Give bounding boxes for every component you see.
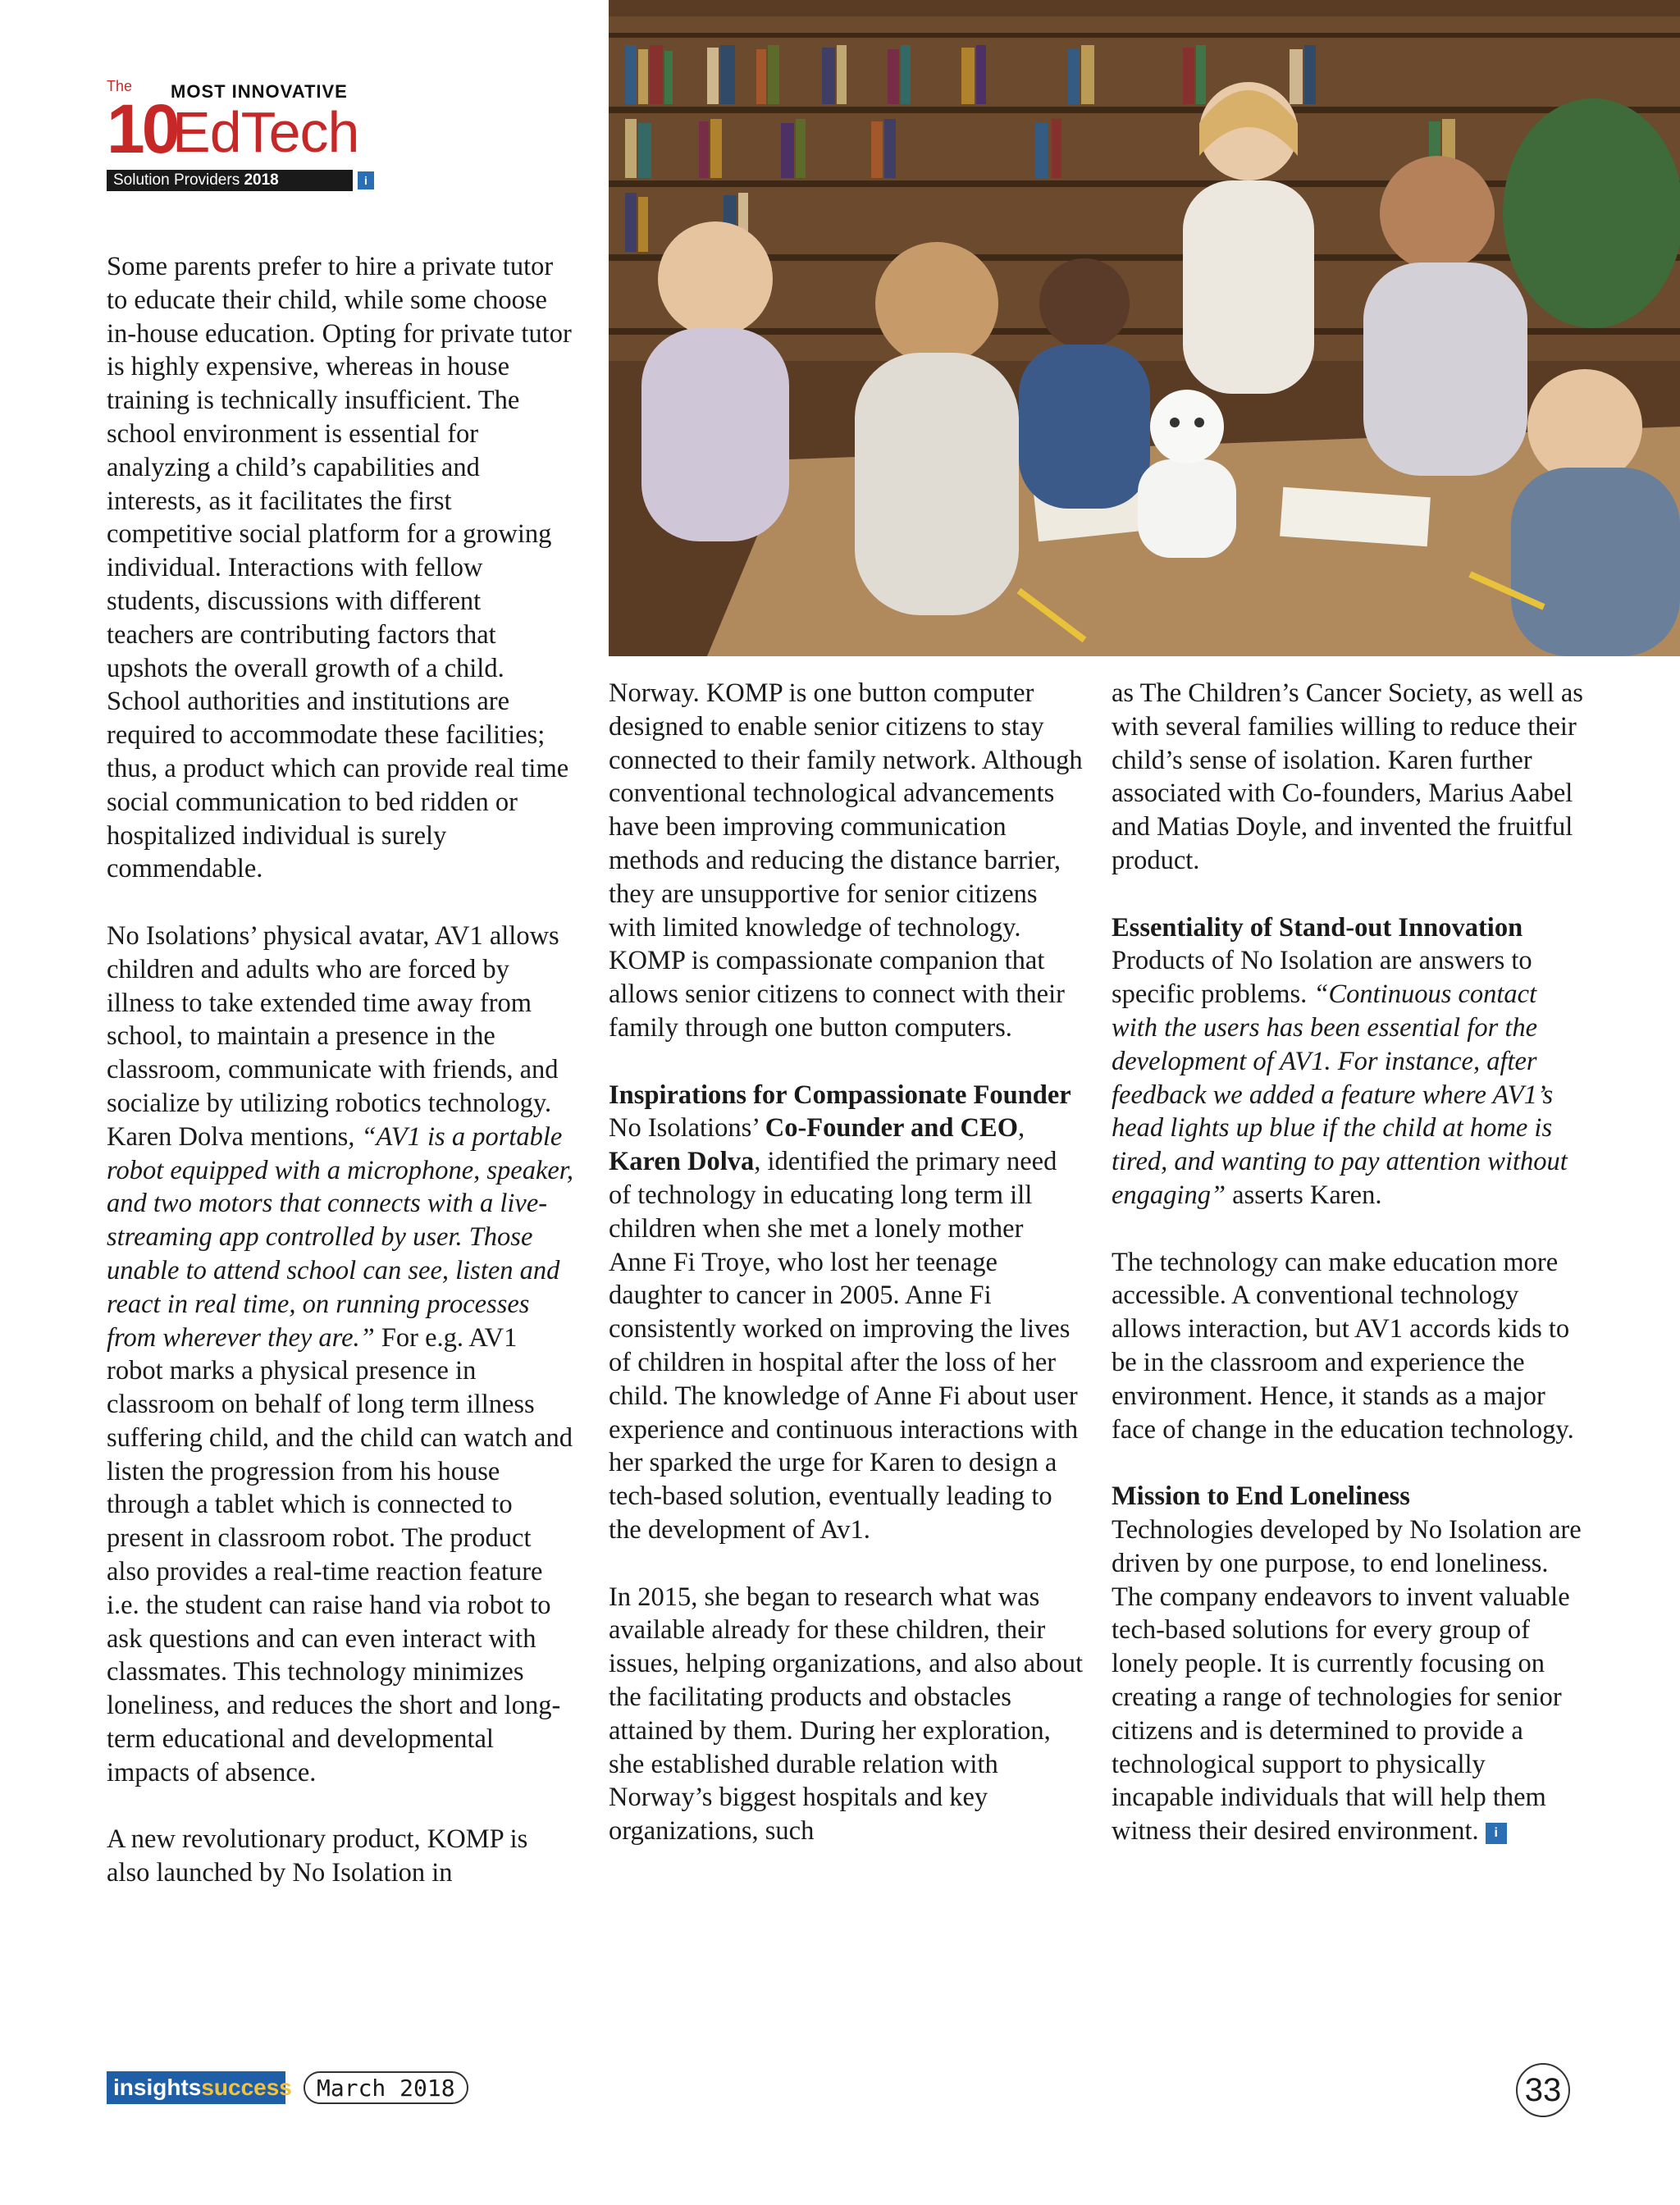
logo-most-innovative: MOST INNOVATIVE	[171, 81, 348, 102]
karen-quote: “AV1 is a portable robot equipped with a microphone, speaker, and two motors that connects with a live-streaming app controlled by user. Those unable to attend school can see, listen and react in real time, on running processes from wherever they are.”	[107, 1121, 573, 1353]
article-paragraph: Some parents prefer to hire a private tutor to educate their child, while some choose in-house education. Opting for private tutor is highly expensive, whereas in house training is technically insufficient. The school environment is essential for analyzing a child’s capabilities and interests, as it facilitates the first competitive social platform for a growing individual. Interactions with fellow students, discussions with different teachers are contributing factors that upshots the overall growth of a child. School authorities and institutions are required to accommodate these facilities; thus, a product which can provide real time social communication to bed ridden or hospitalized individual is surely commendable.	[107, 252, 572, 884]
paragraph-text: No Isolations’	[609, 1113, 765, 1144]
logo-year: 2018	[244, 171, 279, 189]
publisher-logo	[107, 2071, 292, 2104]
av1-robot	[1138, 390, 1236, 558]
article-paragraph: In 2015, she began to research what was available already for these children, their issues, helping organizations, and also about the facilitating products and obstacles attained by them. During her exploration, she established durable relation with Norway’s biggest hospitals and key organizations, such	[609, 1582, 1083, 1847]
section-heading-inspiration: Inspirations for Compassionate Founder	[609, 1080, 1071, 1110]
classroom-photo	[609, 0, 1680, 656]
logo-brand-mark: i	[358, 171, 374, 189]
paragraph-text: Products of No Isolation are answers to specific problems.	[1112, 946, 1532, 1010]
paragraph-text: Technologies developed by No Isolation are driven by one purpose, to end loneliness. The company endeavors to invent valuable tech-based solutions for every group of lonely people. It is currently focusing on creating a range of technologies for senior citizens and is determined to provide a technological support to physically incapable individuals that will help them witness their desired environment.	[1112, 1514, 1582, 1847]
karen-quote: “Continuous contact with the users has been essential for the development of AV1. For instance, after feedback we added a feature where AV1’s head lights up blue if the child at home is tired, and wanting to pay attention without engaging”	[1112, 979, 1568, 1210]
paragraph-text: , identified the primary need of technology in educating long term ill children when she met a lonely mother Anne Fi Troye, who lost her teenage daughter to cancer in 2005. Anne Fi consistently worked on improving the lives of children in hospital after the loss of her child. The knowledge of Anne Fi about user experience and continuous interactions with her sparked the urge for Karen to design a tech-based solution, eventually leading to the development of Av1.	[609, 1147, 1079, 1545]
logo-subtitle: Solution Providers	[113, 171, 240, 189]
paragraph-text: ,	[1017, 1113, 1025, 1144]
teacher-figure	[1183, 82, 1314, 394]
article-paragraph	[609, 1112, 1084, 1546]
section-heading-essentiality: Essentiality of Stand-out Innovation	[1112, 912, 1523, 943]
worksheet	[1280, 487, 1431, 546]
paragraph-text: asserts Karen.	[1226, 1180, 1382, 1210]
issue-date: March 2018	[304, 2071, 468, 2104]
article-column-2	[609, 677, 1084, 1882]
plant	[1503, 98, 1680, 328]
article-paragraph	[1112, 1513, 1587, 1848]
punctuation-comma: ,	[348, 1121, 355, 1152]
ceo-name: Karen Dolva	[609, 1147, 755, 1177]
publisher-logo-a: insights	[113, 2075, 202, 2100]
paragraph-text: No Isolations’ physical avatar, AV1 allows children and adults who are forced by illness to take extended time away from school, to maintain a presence in the classroom, communicate with friends, and socialize by utilizing robotics technology. Karen Dolva mentions	[107, 920, 559, 1152]
classroom-photo-illustration	[609, 0, 1680, 656]
article-column-1	[107, 250, 574, 1924]
paragraph-text: For e.g. AV1 robot marks a physical presence in classroom on behalf of long term illness suffering child, and the child can watch and listen the progression from his house through a tablet which is connected to present in classroom robot. The product also provides a real-time reaction feature i.e. the student can raise hand via robot to ask questions and can even interact with classmates. This technology minimizes loneliness, and reduces the short and long-term educational and developmental impacts of absence.	[107, 1322, 573, 1787]
logo-the-text: The	[107, 78, 133, 94]
ceo-title: Co-Founder and CEO	[765, 1113, 1018, 1144]
section-heading-mission: Mission to End Loneliness	[1112, 1481, 1410, 1512]
article-paragraph	[1112, 944, 1587, 1212]
article-paragraph: Norway. KOMP is one button computer designed to enable senior citizens to stay connected to their family network. Although conventional technological advancements have been improving communication methods and reducing the distance barrier, they are unsupportive for senior citizens with limited knowledge of technology. KOMP is compassionate companion that allows senior citizens to connect with their family through one button computers.	[609, 678, 1083, 1043]
article-column-3	[1112, 677, 1587, 1882]
logo-subtitle-bar	[107, 170, 353, 191]
article-paragraph	[107, 920, 574, 1790]
article-paragraph: The technology can make education more accessible. A conventional technology allows interaction, but AV1 accords kids to be in the classroom and experience the environment. Hence, it stands as a major face of change in the education technology.	[1112, 1247, 1574, 1445]
page-number: 33	[1516, 2063, 1570, 2117]
magazine-feature-logo	[107, 78, 369, 201]
logo-edtech: EdTech	[172, 100, 359, 164]
logo-number: 10	[107, 90, 177, 167]
end-of-article-icon: i	[1486, 1823, 1507, 1844]
article-paragraph: as The Children’s Cancer Society, as well as with several families willing to reduce their child’s sense of isolation. Karen further associated with Co-founders, Marius Aabel and Matias Doyle, and invented the fruitful product.	[1112, 678, 1583, 875]
publisher-logo-b: success	[201, 2075, 292, 2100]
article-paragraph: A new revolutionary product, KOMP is also launched by No Isolation in	[107, 1824, 528, 1888]
